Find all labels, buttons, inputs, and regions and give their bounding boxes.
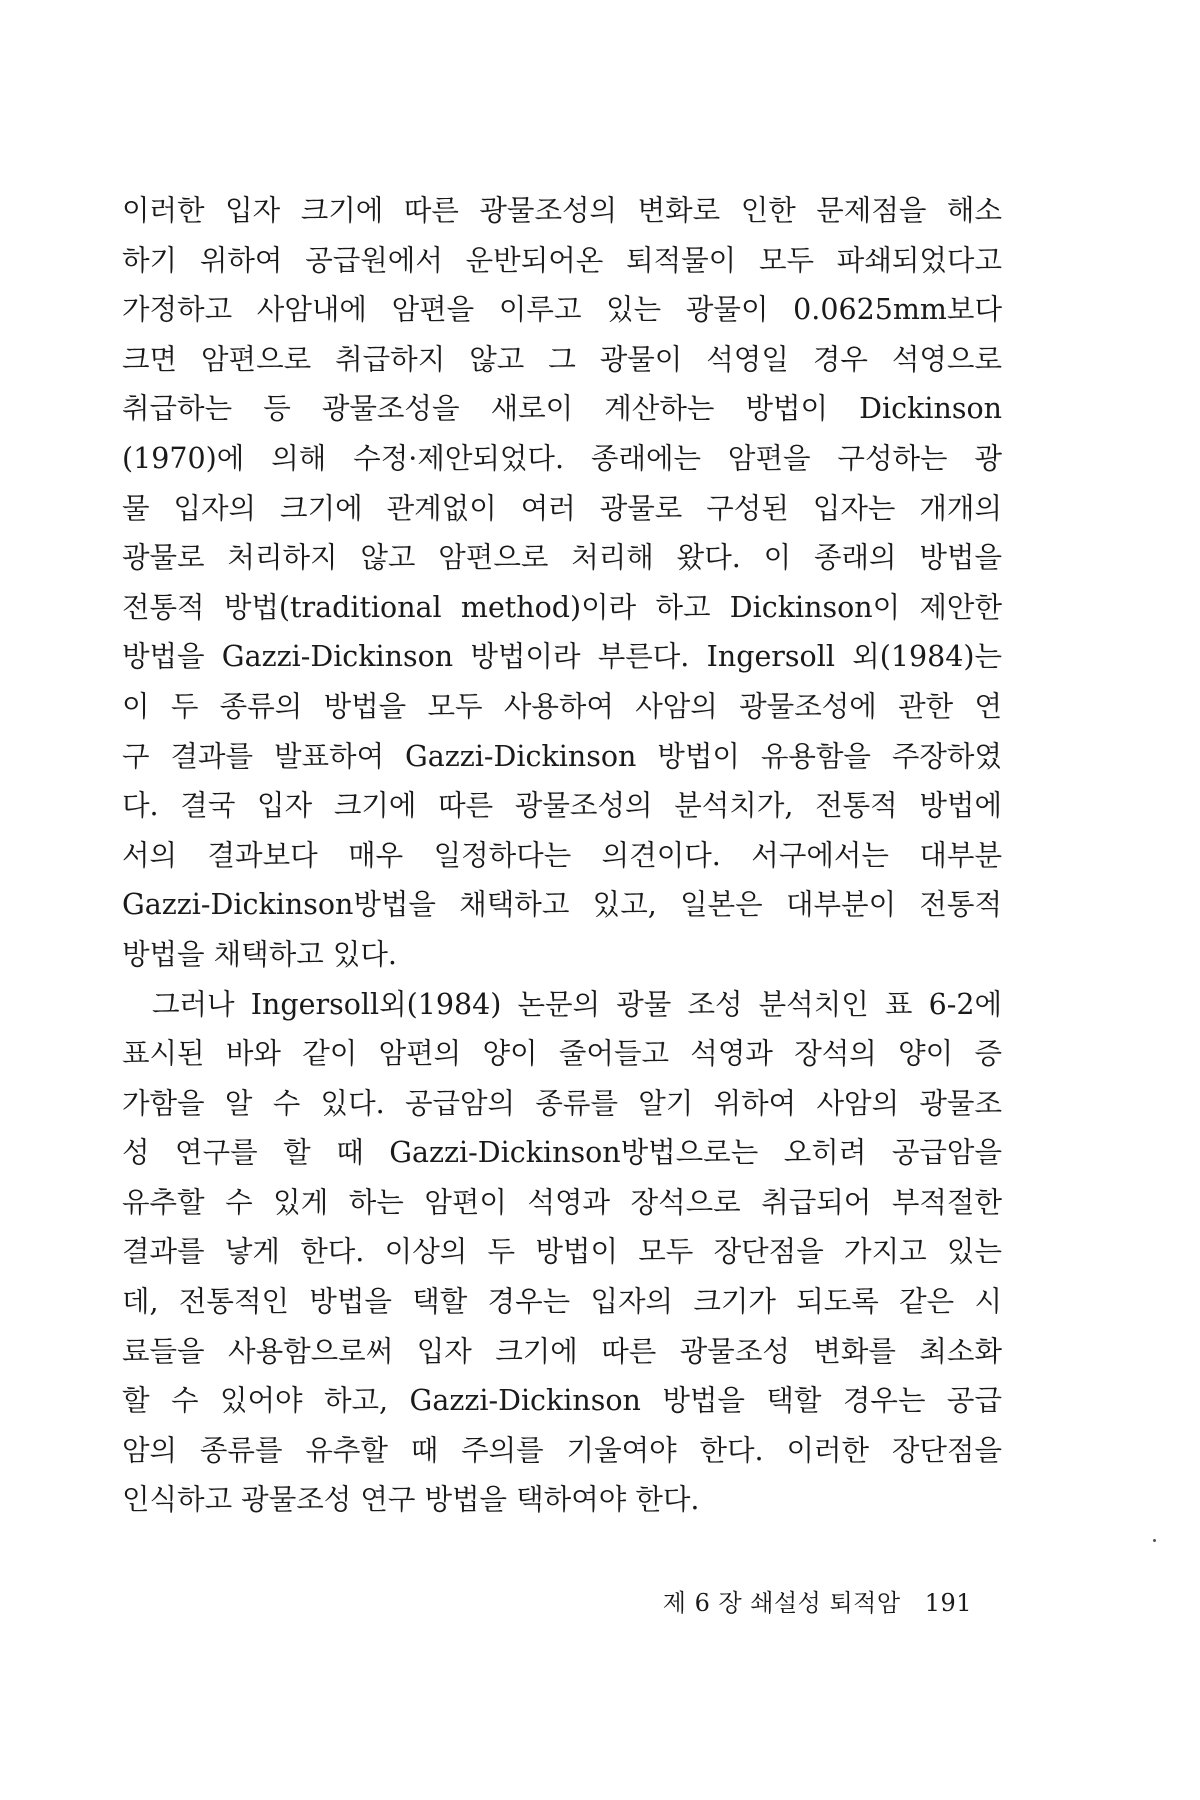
text-line: (1970)에 의해 수정·제안되었다. 종래에는 암편을 구성하는 광	[122, 441, 1002, 475]
text-line: 인식하고 광물조성 연구 방법을 택하여야 한다.	[122, 1483, 700, 1517]
page-number: 191	[924, 1589, 972, 1617]
page-footer	[663, 1583, 972, 1618]
text-line: 방법을 Gazzi-Dickinson 방법이라 부른다. Ingersoll 외(1984)는	[122, 640, 1002, 674]
text-line: Gazzi-Dickinson방법을 채택하고 있고, 일본은 대부분이 전통적	[122, 888, 1002, 922]
text-line: 전통적 방법(traditional method)이라 하고 Dickinson이 제안한	[122, 590, 1002, 624]
text-line: 그러나 Ingersoll외(1984) 논문의 광물 조성 분석치인 표 6-2에	[152, 987, 1002, 1021]
text-line: 결과를 낳게 한다. 이상의 두 방법이 모두 장단점을 가지고 있는	[122, 1235, 1002, 1269]
text-line: 할 수 있어야 하고, Gazzi-Dickinson 방법을 택할 경우는 공급	[122, 1384, 1002, 1418]
text-line: 광물로 처리하지 않고 암편으로 처리해 왔다. 이 종래의 방법을	[122, 541, 1002, 575]
body-text	[122, 186, 1002, 1525]
text-line: 성 연구를 할 때 Gazzi-Dickinson방법으로는 오히려 공급암을	[122, 1136, 1002, 1170]
text-line: 표시된 바와 같이 암편의 양이 줄어들고 석영과 장석의 양이 증	[122, 1037, 1002, 1071]
text-line: 이러한 입자 크기에 따른 광물조성의 변화로 인한 문제점을 해소	[122, 194, 1002, 227]
text-line: 료들을 사용함으로써 입자 크기에 따른 광물조성 변화를 최소화	[122, 1334, 1002, 1368]
scan-speck	[1153, 1539, 1156, 1542]
text-line: 가정하고 사암내에 암편을 이루고 있는 광물이 0.0625mm보다	[122, 293, 1002, 327]
text-line: 크면 암편으로 취급하지 않고 그 광물이 석영일 경우 석영으로	[122, 342, 1002, 376]
text-line: 암의 종류를 유추할 때 주의를 기울여야 한다. 이러한 장단점을	[122, 1433, 1002, 1467]
text-line: 다. 결국 입자 크기에 따른 광물조성의 분석치가, 전통적 방법에	[122, 789, 1002, 823]
text-line: 데, 전통적인 방법을 택할 경우는 입자의 크기가 되도록 같은 시	[122, 1285, 1002, 1319]
text-line: 이 두 종류의 방법을 모두 사용하여 사암의 광물조성에 관한 연	[122, 689, 1002, 723]
text-line: 취급하는 등 광물조성을 새로이 계산하는 방법이 Dickinson	[122, 392, 1002, 426]
running-head: 제 6 장 쇄설성 퇴적암	[662, 1589, 901, 1617]
text-line: 방법을 채택하고 있다.	[122, 937, 397, 971]
text-line: 구 결과를 발표하여 Gazzi-Dickinson 방법이 유용함을 주장하였	[122, 739, 1002, 773]
text-line: 서의 결과보다 매우 일정하다는 의견이다. 서구에서는 대부분	[122, 838, 1002, 872]
text-line: 가함을 알 수 있다. 공급암의 종류를 알기 위하여 사암의 광물조	[122, 1086, 1002, 1120]
text-line: 물 입자의 크기에 관계없이 여러 광물로 구성된 입자는 개개의	[122, 491, 1002, 525]
text-line: 하기 위하여 공급원에서 운반되어온 퇴적물이 모두 파쇄되었다고	[122, 243, 1002, 277]
text-line: 유추할 수 있게 하는 암편이 석영과 장석으로 취급되어 부적절한	[122, 1185, 1002, 1219]
